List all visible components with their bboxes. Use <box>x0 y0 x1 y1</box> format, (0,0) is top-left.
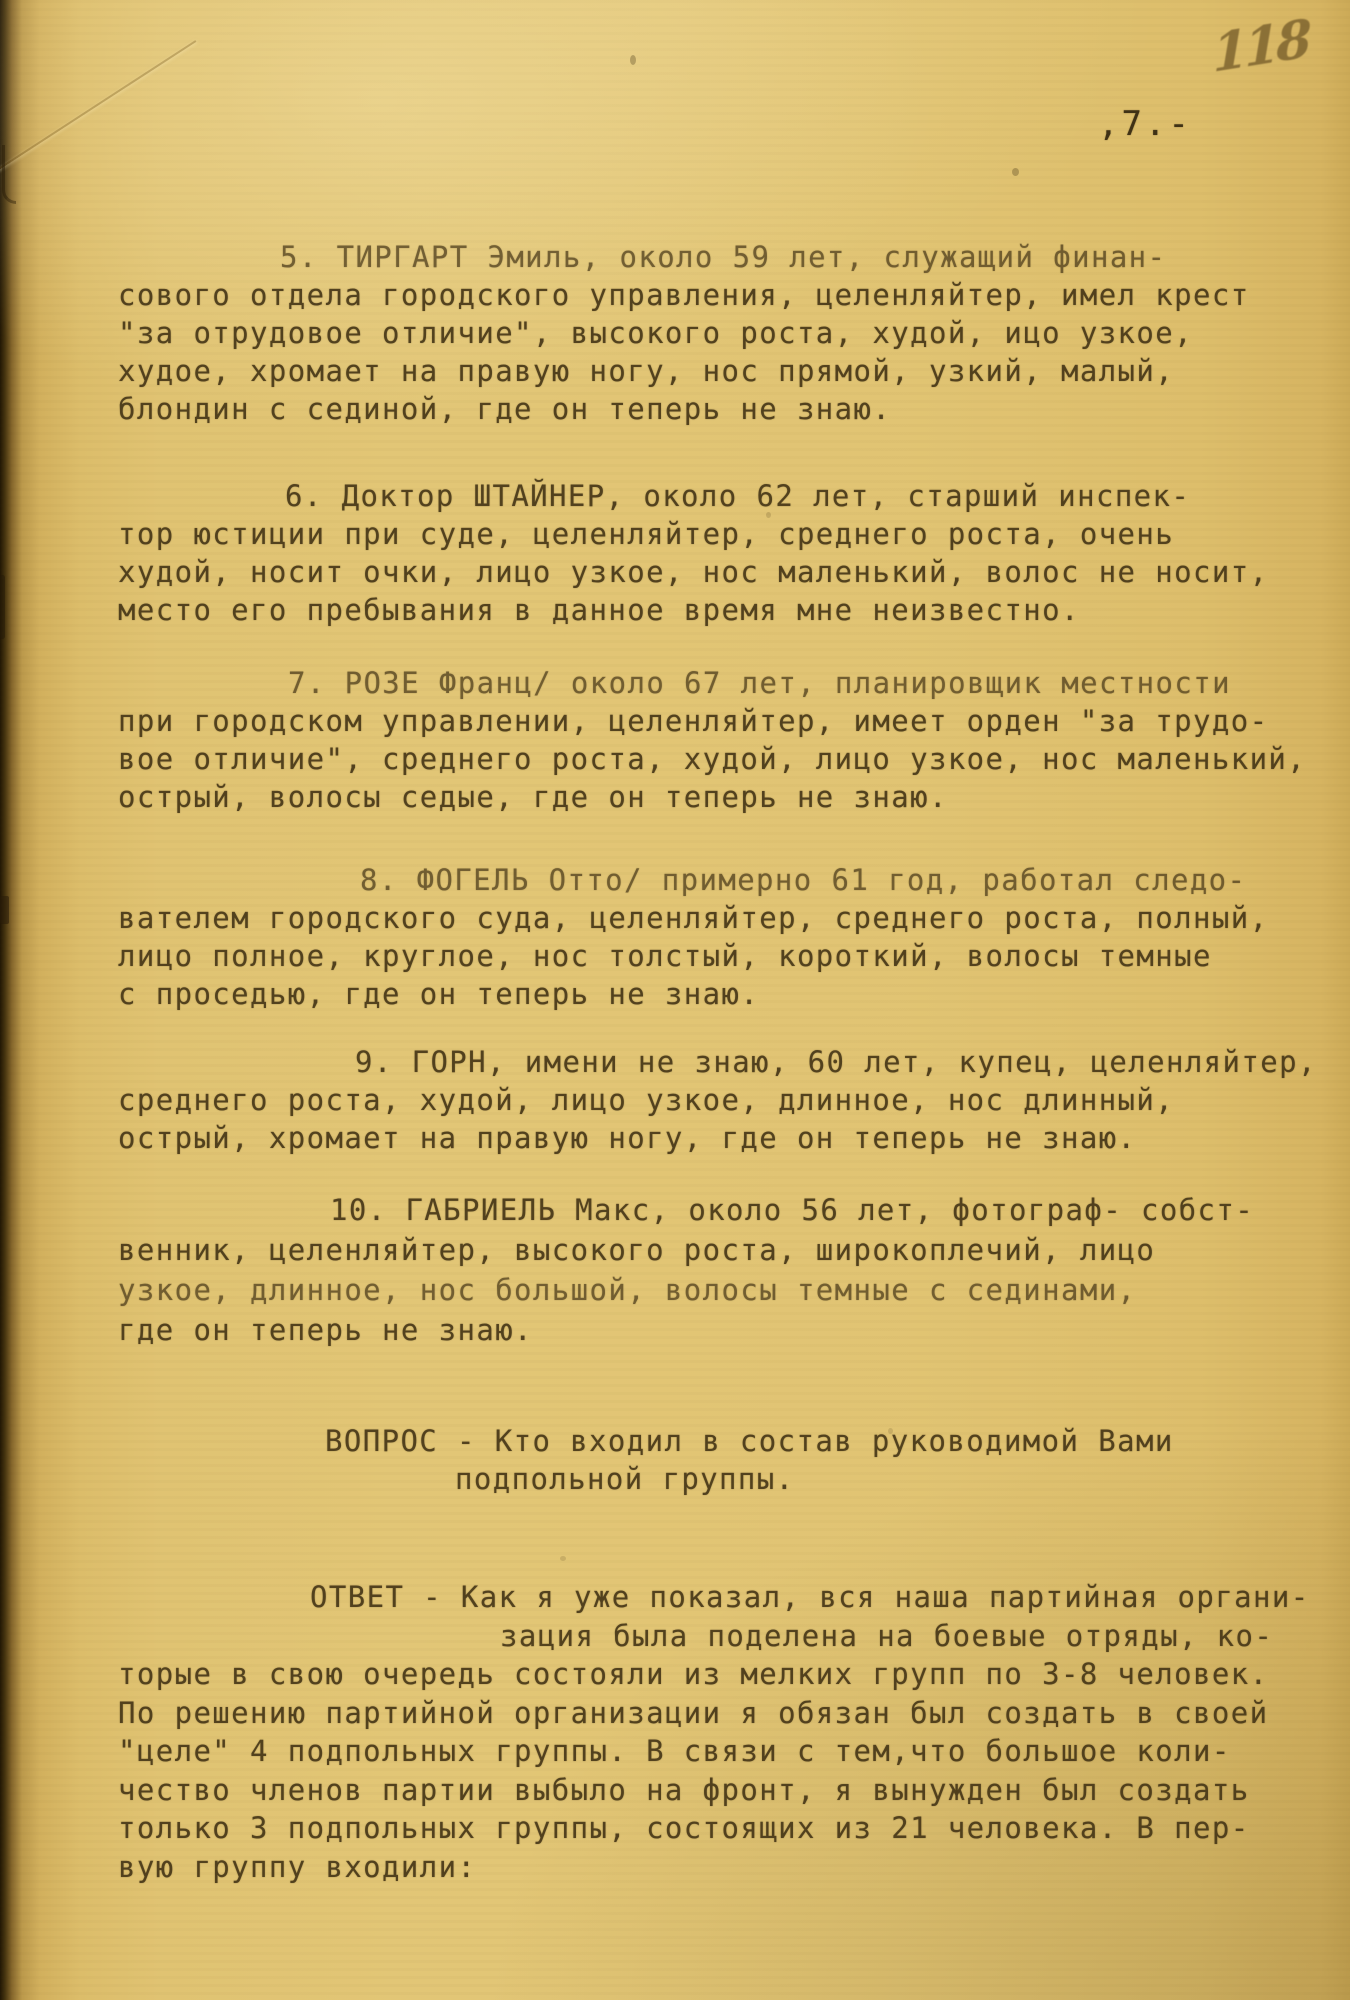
text-line: чество членов партии выбыло на фронт, я вынужден был создать <box>118 1772 1250 1807</box>
text-line: вателем городского суда, целенляйтер, среднего роста, полный, <box>118 901 1269 935</box>
text-line: зация была поделена на боевые отряды, ко- <box>500 1618 1274 1653</box>
text-line: худой, носит очки, лицо узкое, нос маленький, волос не носит, <box>118 555 1269 589</box>
text-line: 8. ФОГЕЛЬ Отто/ примерно 61 год, работал следо- <box>360 863 1247 897</box>
text-line: острый, хромает на правую ногу, где он теперь не знаю. <box>118 1121 1137 1155</box>
text-line: ВОПРОС - Кто входил в состав руководимой Вами <box>325 1424 1174 1458</box>
text-line: 5. ТИРГАРТ Эмиль, около 59 лет, служащий финан- <box>280 240 1167 274</box>
paragraph-item-6 <box>118 477 1333 629</box>
text-line: только 3 подпольных группы, состоящих из 21 человека. В пер- <box>118 1811 1250 1845</box>
text-line: вую группу входили: <box>118 1849 477 1884</box>
handwritten-page-mark: 118 <box>1212 8 1309 85</box>
left-edge-ink-mark <box>0 896 9 924</box>
paragraph-item-5 <box>118 238 1333 428</box>
text-line: 7. РОЗЕ Франц/ около 67 лет, планировщик местности <box>288 666 1231 700</box>
paragraph-item-7 <box>118 664 1333 816</box>
text-line: 6. Доктор ШТАЙНЕР, около 62 лет, старший инспек- <box>285 479 1191 513</box>
text-line: сового отдела городского управления, целенляйтер, имел крест <box>118 278 1250 312</box>
left-edge-tear-mark <box>2 145 16 204</box>
text-line: вое отличие", среднего роста, худой, лицо узкое, нос маленький, <box>118 742 1307 776</box>
text-line: ОТВЕТ - Как я уже показал, вся наша партийная органи- <box>310 1580 1310 1614</box>
text-line: 10. ГАБРИЕЛЬ Макс, около 56 лет, фотограф- собст- <box>330 1193 1255 1227</box>
text-line: тор юстиции при суде, целенляйтер, среднего роста, очень <box>118 517 1175 551</box>
text-line: где он теперь не знаю. <box>118 1313 533 1347</box>
left-edge-shadow-mark <box>0 575 5 639</box>
text-line: среднего роста, худой, лицо узкое, длинное, нос длинный, <box>118 1083 1175 1117</box>
text-line: венник, целенляйтер, высокого роста, широкоплечий, лицо <box>118 1233 1156 1267</box>
text-line: "за отрудовое отличие", высокого роста, худой, ицо узкое, <box>118 316 1193 350</box>
text-line: подпольной группы. <box>455 1462 795 1496</box>
paragraph-item-9 <box>118 1043 1333 1157</box>
question-block <box>118 1422 1333 1498</box>
text-line: лицо полное, круглое, нос толстый, короткий, волосы темные <box>118 939 1212 973</box>
answer-block <box>118 1578 1333 1886</box>
text-line: худое, хромает на правую ногу, нос прямой, узкий, малый, <box>118 354 1175 388</box>
text-line: 9. ГОРН, имени не знаю, 60 лет, купец, целенляйтер, <box>355 1045 1317 1079</box>
text-line: "целе" 4 подпольных группы. В связи с тем,что большое коли- <box>118 1734 1231 1768</box>
paragraph-item-8 <box>118 861 1333 1013</box>
text-line: место его пребывания в данное время мне неизвестно. <box>118 593 1080 627</box>
text-line: По решению партийной организации я обязан был создать в своей <box>118 1695 1269 1730</box>
text-line: торые в свою очередь состояли из мелких групп по 3-8 человек. <box>118 1657 1269 1691</box>
text-line: с проседью, где он теперь не знаю. <box>118 977 760 1011</box>
page-number: ,7.- <box>1098 104 1192 144</box>
text-line: острый, волосы седые, где он теперь не знаю. <box>118 780 948 814</box>
text-line: при городском управлении, целенляйтер, имеет орден "за трудо- <box>118 704 1269 738</box>
text-line: блондин с сединой, где он теперь не знаю. <box>118 392 892 426</box>
paragraph-item-10 <box>118 1190 1333 1350</box>
text-line: узкое, длинное, нос большой, волосы темные с сединами, <box>118 1273 1137 1307</box>
